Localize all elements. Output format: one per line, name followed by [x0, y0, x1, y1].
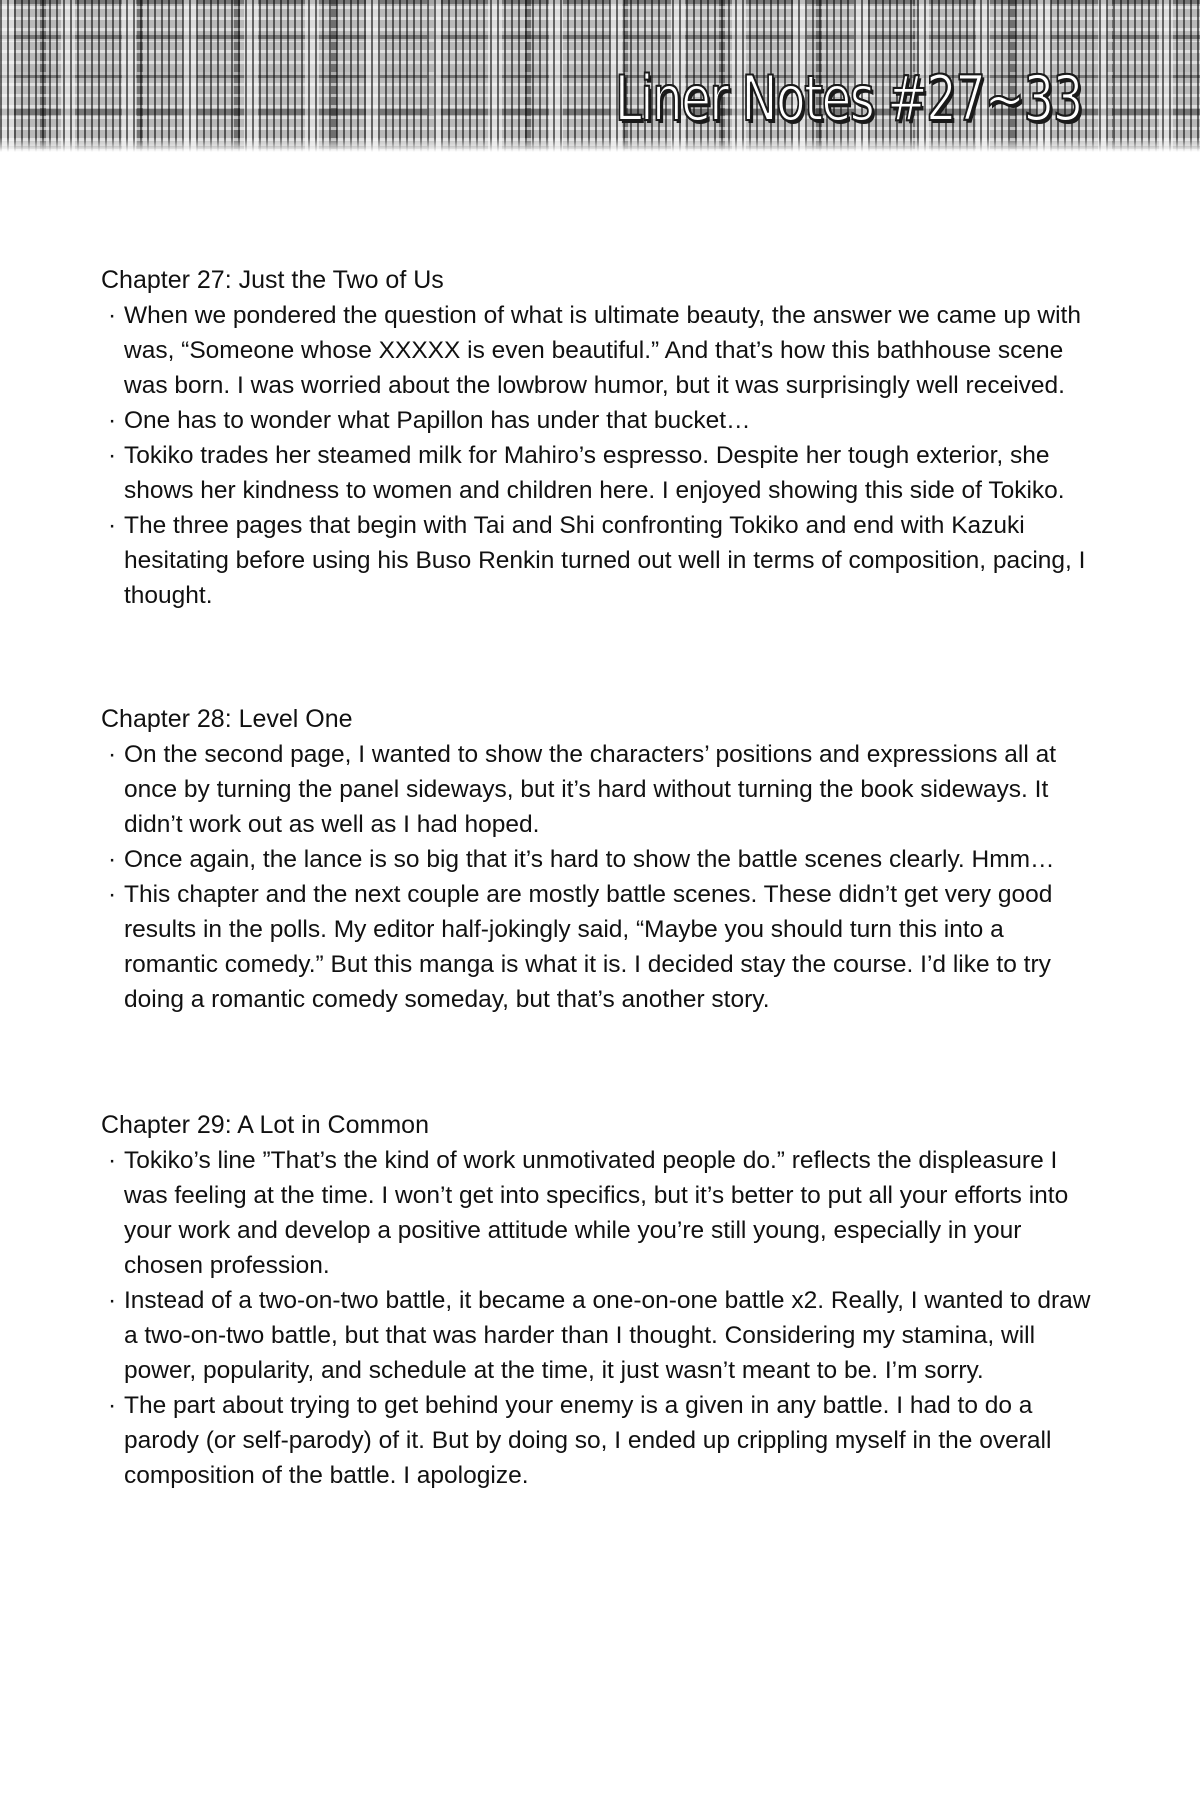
chapter-27-section: [101, 263, 1101, 613]
note-item: · The three pages that begin with Tai and Shi confronting Tokiko and end with Kazuki hesitating before using his Buso Renkin turned out well in terms of composition, pacing, I thought.: [101, 508, 1101, 613]
chapter-28-section: [101, 702, 1101, 1017]
note-item: · Instead of a two-on-two battle, it became a one-on-one battle x2. Really, I wanted to draw a two-on-two battle, but that was harder than I thought. Considering my stamina, will power, popularity, and schedule at the time, it just wasn’t meant to be. I’m sorry.: [101, 1283, 1101, 1388]
liner-notes-body: [101, 263, 1101, 1493]
note-item: · Once again, the lance is so big that it’s hard to show the battle scenes clearly. Hmm…: [101, 842, 1101, 877]
header-banner: [0, 0, 1200, 152]
note-item: · Tokiko’s line ”That’s the kind of work unmotivated people do.” reflects the displeasure I was feeling at the time. I won’t get into specifics, but it’s better to put all your efforts into your work and develop a positive attitude while you’re still young, especially in your chosen profession.: [101, 1143, 1101, 1283]
note-item: · This chapter and the next couple are mostly battle scenes. These didn’t get very good results in the polls. My editor half-jokingly said, “Maybe you should turn this into a romantic comedy.” But this manga is what it is. I decided stay the course. I’d like to try doing a romantic comedy someday, but that’s another story.: [101, 877, 1101, 1017]
chapter-28-title: Chapter 28: Level One: [101, 705, 353, 733]
chapter-27-notes: [101, 298, 1101, 613]
note-item: · Tokiko trades her steamed milk for Mahiro’s espresso. Despite her tough exterior, she shows her kindness to women and children here. I enjoyed showing this side of Tokiko.: [101, 438, 1101, 508]
note-item: · When we pondered the question of what is ultimate beauty, the answer we came up with was, “Someone whose XXXXX is even beautiful.” And that’s how this bathhouse scene was born. I was worried about the lowbrow humor, but it was surprisingly well received.: [101, 298, 1101, 403]
chapter-29-section: [101, 1108, 1101, 1493]
note-item: · On the second page, I wanted to show the characters’ positions and expressions all at once by turning the panel sideways, but it’s hard without turning the book sideways. It didn’t work out as well as I had hoped.: [101, 737, 1101, 842]
chapter-28-notes: [101, 737, 1101, 1017]
chapter-29-title: Chapter 29: A Lot in Common: [101, 1111, 429, 1139]
chapter-29-notes: [101, 1143, 1101, 1493]
note-item: · The part about trying to get behind your enemy is a given in any battle. I had to do a parody (or self-parody) of it. But by doing so, I ended up crippling myself in the overall composition of the battle. I apologize.: [101, 1388, 1101, 1493]
chapter-27-title: Chapter 27: Just the Two of Us: [101, 266, 444, 294]
note-item: · One has to wonder what Papillon has under that bucket…: [101, 403, 1101, 438]
page-title: Liner Notes #27~33: [614, 62, 1082, 135]
banner-fade: [0, 138, 1200, 152]
